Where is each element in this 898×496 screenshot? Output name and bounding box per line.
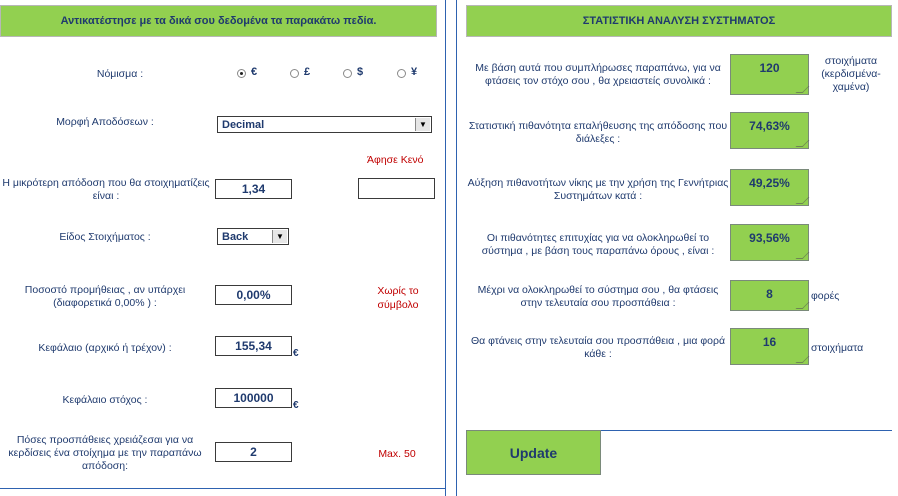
right-panel-header-text: ΣΤΑΤΙΣΤΙΚΗ ΑΝΑΛΥΣΗ ΣΥΣΤΗΜΑΤΟΣ (582, 15, 776, 27)
stat-row-5-value: 8 (766, 287, 773, 301)
left-bottom-divider (0, 488, 445, 489)
stat-row-6-suffix: στοιχήματα (811, 342, 864, 354)
stat-row-4-value-cell (730, 224, 809, 261)
stat-row-5-label: Μέχρι να ολοκληρωθεί το σύστημα σου , θα φτάσεις στην τελευταία σου προσπάθεια : (477, 284, 719, 309)
left-panel-header-text: Αντικατέστησε με τα δικά σου δεδομένα τα παρακάτω πεδία. (60, 15, 377, 27)
stat-row-6-label: Θα φτάνεις στην τελευταία σου προσπάθεια , μια φορά κάθε : (470, 335, 726, 360)
target-capital-unit: € (293, 400, 299, 411)
update-button[interactable] (466, 430, 601, 475)
currency-radio-euro[interactable] (237, 69, 246, 78)
currency-radio-yen[interactable] (397, 69, 406, 78)
stat-row-3-label: Αύξηση πιθανοτήτων νίκης με την χρήση της Γεννήτριας Συστημάτων κατά : (467, 177, 729, 202)
commission-value: 0,00% (236, 288, 271, 302)
currency-radio-dollar[interactable] (343, 69, 352, 78)
chevron-down-icon[interactable]: ▼ (272, 230, 287, 243)
currency-radio-pound[interactable] (290, 69, 299, 78)
panel-divider-left (445, 0, 446, 496)
stat-row-5-suffix: φορές (811, 290, 840, 302)
currency-pound-label: £ (304, 66, 311, 78)
min-odds-second-input[interactable] (358, 178, 435, 199)
stat-row-1-value: 120 (759, 61, 780, 75)
target-capital-label: Κεφάλαιο στόχος : (62, 394, 148, 406)
stat-row-6-value-cell (730, 328, 809, 365)
stat-row-4-label: Οι πιθανότητες επιτυχίας για να ολοκληρωθεί το σύστημα , με βάση τους παραπάνω όρους , είναι : (481, 232, 715, 257)
stat-row-1-suffix: στοιχήματα (κερδισμένα-χαμένα) (821, 55, 881, 93)
attempts-input[interactable] (215, 442, 292, 462)
odds-format-select[interactable] (217, 116, 432, 133)
bet-type-label: Είδος Στοιχήματος : (59, 231, 151, 243)
stat-row-5-value-cell (730, 280, 809, 311)
odds-format-label: Μορφή Αποδόσεων : (56, 116, 154, 128)
right-panel-header (466, 5, 892, 37)
commission-input[interactable] (215, 285, 292, 305)
update-button-label: Update (509, 444, 558, 461)
attempts-note: Max. 50 (378, 448, 416, 460)
panel-divider-right (456, 0, 457, 496)
stat-row-3-value-cell (730, 169, 809, 206)
attempts-value: 2 (250, 445, 257, 459)
stat-row-2-value: 74,63% (749, 119, 790, 133)
currency-label: Νόμισμα : (96, 68, 144, 80)
bet-type-value: Back (222, 230, 249, 243)
commission-label: Ποσοστό προμήθειας , αν υπάρχει (διαφορετικά 0,00% ) : (24, 284, 186, 309)
currency-yen-label: ¥ (411, 66, 418, 78)
left-panel-header (0, 5, 437, 37)
capital-value: 155,34 (235, 339, 272, 353)
odds-format-value: Decimal (222, 118, 265, 131)
currency-dollar-label: $ (357, 66, 364, 78)
min-odds-value: 1,34 (241, 182, 266, 196)
stat-row-6-value: 16 (762, 335, 777, 349)
capital-input[interactable] (215, 336, 292, 356)
target-capital-input[interactable] (215, 388, 292, 408)
stat-row-3-value: 49,25% (749, 176, 790, 190)
attempts-label: Πόσες προσπάθειες χρειάζεσαι για να κερδίσεις ένα στοίχημα με την παραπάνω απόδοση: (8, 434, 202, 472)
capital-label: Κεφάλαιο (αρχικό ή τρέχον) : (38, 342, 172, 354)
currency-euro-label: € (251, 66, 258, 78)
chevron-down-icon[interactable]: ▼ (415, 118, 430, 131)
stat-row-4-value: 93,56% (749, 231, 790, 245)
update-top-line (601, 430, 892, 431)
stat-row-1-value-cell (730, 54, 809, 95)
stat-row-1-label: Με βάση αυτά που συμπλήρωσες παραπάνω, για να φτάσεις τον στόχο σου , θα χρειαστείς συνολικά : (475, 62, 721, 87)
commission-note: Χωρίς το σύμβολο (377, 285, 419, 311)
stat-row-2-value-cell (730, 112, 809, 149)
stat-row-2-label: Στατιστική πιθανότητα επαλήθευσης της απόδοσης που διάλεξες : (468, 120, 728, 145)
min-odds-label: Η μικρότερη απόδοση που θα στοιχηματίζεις είναι : (2, 177, 210, 202)
capital-unit: € (293, 348, 299, 359)
min-odds-input[interactable] (215, 179, 292, 199)
bet-type-select[interactable] (217, 228, 289, 245)
leave-empty-note: Άφησε Κενό (367, 154, 424, 166)
target-capital-value: 100000 (233, 391, 274, 405)
